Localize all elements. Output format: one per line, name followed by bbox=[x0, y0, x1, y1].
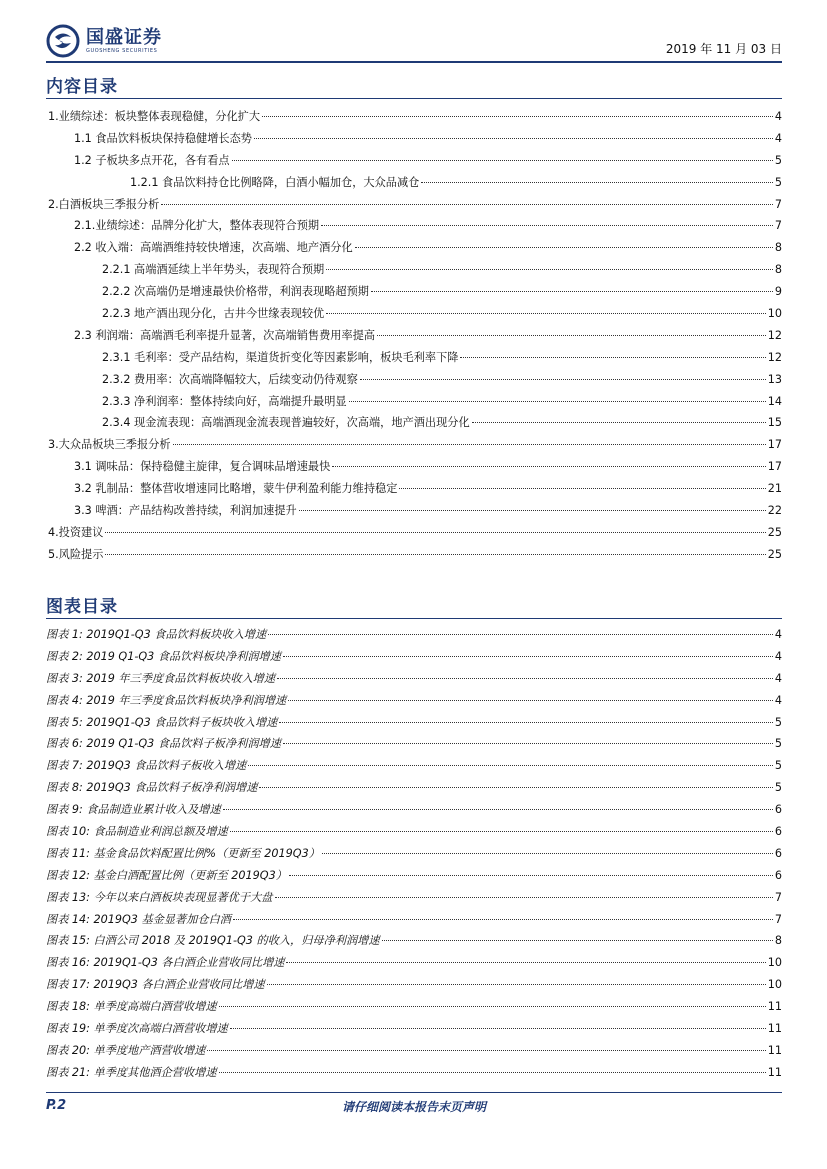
figure-entry-label: 图表 10: 食品制造业利润总额及增速 bbox=[46, 825, 228, 839]
figure-leader-dots bbox=[275, 897, 773, 898]
figure-entry-page: 10 bbox=[767, 956, 782, 970]
toc-leader-dots bbox=[232, 160, 773, 161]
toc-entry-page: 5 bbox=[774, 175, 782, 189]
toc-entry[interactable] bbox=[46, 502, 782, 524]
toc-entry[interactable] bbox=[46, 196, 782, 218]
toc-leader-dots bbox=[460, 357, 765, 358]
figure-entry-page: 4 bbox=[774, 649, 782, 663]
figure-leader-dots bbox=[283, 743, 773, 744]
figure-leader-dots bbox=[219, 1006, 766, 1007]
figure-entry[interactable] bbox=[46, 1064, 782, 1086]
figure-entry-page: 8 bbox=[774, 934, 782, 948]
figure-entry[interactable] bbox=[46, 845, 782, 867]
toc-entry[interactable] bbox=[46, 371, 782, 393]
figure-entry[interactable] bbox=[46, 648, 782, 670]
figure-entry[interactable] bbox=[46, 670, 782, 692]
figure-entry-page: 5 bbox=[774, 759, 782, 773]
figure-entry-label: 图表 18: 单季度高端白酒营收增速 bbox=[46, 1000, 217, 1014]
toc-leader-dots bbox=[254, 138, 773, 139]
figure-leader-dots bbox=[288, 700, 773, 701]
toc-entry-page: 12 bbox=[767, 350, 782, 364]
toc-leader-dots bbox=[360, 379, 766, 380]
toc-entry-page: 12 bbox=[767, 328, 782, 342]
toc-entry-label: 2.3 利润端：高端酒毛利率提升显著，次高端销售费用率提高 bbox=[74, 328, 376, 342]
toc-entry-label: 3.2 乳制品：整体营收增速同比略增，蒙牛伊利盈利能力维持稳定 bbox=[74, 482, 398, 496]
figure-entry-label: 图表 7: 2019Q3 食品饮料子板收入增速 bbox=[46, 759, 247, 773]
figure-entry[interactable] bbox=[46, 714, 782, 736]
figure-entry-label: 图表 20: 单季度地产酒营收增速 bbox=[46, 1043, 206, 1057]
figure-entry-label: 图表 6: 2019 Q1-Q3 食品饮料子板净利润增速 bbox=[46, 737, 281, 751]
footer-divider bbox=[46, 1092, 782, 1093]
figure-entry-label: 图表 4: 2019 年三季度食品饮料板块净利润增速 bbox=[46, 693, 287, 707]
toc-leader-dots bbox=[173, 444, 766, 445]
figure-entry-page: 6 bbox=[774, 868, 782, 882]
figure-entry[interactable] bbox=[46, 867, 782, 889]
toc-entry-label: 2.2.3 地产酒出现分化，古井今世缘表现较优 bbox=[102, 307, 325, 321]
figure-entry-label: 图表 14: 2019Q3 基金显著加仓白酒 bbox=[46, 912, 231, 926]
toc-entry-label: 5.风险提示 bbox=[48, 547, 104, 561]
figure-entry-page: 5 bbox=[774, 737, 782, 751]
toc-entry[interactable] bbox=[46, 152, 782, 174]
company-logo bbox=[46, 24, 162, 58]
toc-leader-dots bbox=[262, 116, 773, 117]
figure-entry[interactable] bbox=[46, 1020, 782, 1042]
footer-disclaimer: 请仔细阅读本报告末页声明 bbox=[341, 1100, 486, 1114]
figure-leader-dots bbox=[259, 787, 772, 788]
company-name: 国盛证券 bbox=[86, 26, 162, 48]
figure-entry[interactable] bbox=[46, 976, 782, 998]
figure-leader-dots bbox=[223, 809, 773, 810]
figure-entry-page: 4 bbox=[774, 671, 782, 685]
figure-entry-label: 图表 19: 单季度次高端白酒营收增速 bbox=[46, 1022, 228, 1036]
toc-entry-page: 17 bbox=[767, 460, 782, 474]
toc-entry-page: 8 bbox=[774, 241, 782, 255]
figure-entry-label: 图表 12: 基金白酒配置比例（更新至 2019Q3） bbox=[46, 868, 287, 882]
toc-leader-dots bbox=[349, 401, 766, 402]
figure-leader-dots bbox=[279, 722, 773, 723]
figure-entry-page: 10 bbox=[767, 978, 782, 992]
figure-leader-dots bbox=[382, 940, 773, 941]
toc-entry[interactable] bbox=[46, 239, 782, 261]
figure-entry-label: 图表 13: 今年以来白酒板块表现显著优于大盘 bbox=[46, 890, 273, 904]
figure-leader-dots bbox=[283, 656, 773, 657]
toc-entry[interactable] bbox=[46, 524, 782, 546]
toc-leader-dots bbox=[472, 422, 766, 423]
company-sub: GUOSHENG SECURITIES bbox=[86, 47, 158, 54]
figure-entry[interactable] bbox=[46, 823, 782, 845]
toc-entry[interactable] bbox=[46, 283, 782, 305]
toc-entry-page: 21 bbox=[767, 482, 782, 496]
figure-entry[interactable] bbox=[46, 779, 782, 801]
toc-entry-label: 2.白酒板块三季报分析 bbox=[48, 197, 160, 211]
toc-leader-dots bbox=[105, 532, 765, 533]
figure-entry-label: 图表 17: 2019Q3 各白酒企业营收同比增速 bbox=[46, 978, 265, 992]
toc-entry-page: 14 bbox=[767, 394, 782, 408]
toc-entry[interactable] bbox=[46, 130, 782, 152]
toc-entry-page: 10 bbox=[767, 307, 782, 321]
figure-list bbox=[46, 626, 782, 1086]
figure-entry-label: 图表 15: 白酒公司 2018 及 2019Q1-Q3 的收入，归母净利润增速 bbox=[46, 934, 380, 948]
figure-entry-label: 图表 9: 食品制造业累计收入及增速 bbox=[46, 803, 221, 817]
figure-entry[interactable] bbox=[46, 998, 782, 1020]
figure-leader-dots bbox=[277, 678, 773, 679]
figure-entry-label: 图表 16: 2019Q1-Q3 各白酒企业营收同比增速 bbox=[46, 956, 285, 970]
toc-entry-page: 4 bbox=[774, 131, 782, 145]
figure-entry-page: 6 bbox=[774, 803, 782, 817]
report-date: 2019 年 11 月 03 日 bbox=[665, 42, 782, 56]
toc-entry[interactable] bbox=[46, 174, 782, 196]
toc-entry-label: 3.3 啤酒：产品结构改善持续，利润加速提升 bbox=[74, 504, 297, 518]
toc-entry-label: 2.2.2 次高端仍是增速最快价格带，利润表现略超预期 bbox=[102, 285, 369, 299]
figure-leader-dots bbox=[322, 853, 773, 854]
figure-entry-page: 5 bbox=[774, 781, 782, 795]
figure-entry[interactable] bbox=[46, 911, 782, 933]
figure-entry[interactable] bbox=[46, 692, 782, 714]
header-divider bbox=[46, 61, 782, 63]
toc-entry-label: 2.2.1 高端酒延续上半年势头，表现符合预期 bbox=[102, 263, 325, 277]
toc-leader-dots bbox=[105, 554, 765, 555]
toc-leader-dots bbox=[326, 269, 773, 270]
toc-entry-label: 4.投资建议 bbox=[48, 525, 104, 539]
toc-entry[interactable] bbox=[46, 480, 782, 502]
figure-entry[interactable] bbox=[46, 735, 782, 757]
toc-leader-dots bbox=[399, 488, 765, 489]
figure-entry[interactable] bbox=[46, 932, 782, 954]
toc-entry-page: 8 bbox=[774, 263, 782, 277]
figure-leader-dots bbox=[219, 1072, 766, 1073]
figure-entry-label: 图表 8: 2019Q3 食品饮料子板净利润增速 bbox=[46, 781, 258, 795]
figure-entry[interactable] bbox=[46, 889, 782, 911]
toc-entry-label: 1.1 食品饮料板块保持稳健增长态势 bbox=[74, 131, 252, 145]
toc-entry-page: 25 bbox=[767, 547, 782, 561]
toc-entry[interactable] bbox=[46, 349, 782, 371]
toc-entry-label: 1.业绩综述：板块整体表现稳健，分化扩大 bbox=[48, 110, 261, 123]
toc-entry-page: 25 bbox=[767, 525, 782, 539]
figure-entry-page: 11 bbox=[767, 1043, 782, 1057]
figure-leader-dots bbox=[286, 962, 765, 963]
toc-leader-dots bbox=[299, 510, 766, 511]
figure-leader-dots bbox=[289, 875, 773, 876]
figure-entry[interactable] bbox=[46, 954, 782, 976]
toc-entry-label: 3.1 调味品：保持稳健主旋律，复合调味品增速最快 bbox=[74, 460, 331, 474]
toc-entry-label: 2.2 收入端：高端酒维持较快增速，次高端、地产酒分化 bbox=[74, 241, 353, 255]
toc-leader-dots bbox=[161, 204, 773, 205]
toc-entry[interactable] bbox=[46, 546, 782, 568]
figure-entry-label: 图表 21: 单季度其他酒企营收增速 bbox=[46, 1065, 217, 1079]
figure-entry-page: 6 bbox=[774, 825, 782, 839]
toc-entry-label: 2.3.4 现金流表现：高端酒现金流表现普遍较好，次高端，地产酒出现分化 bbox=[102, 416, 470, 430]
toc-entry-page: 13 bbox=[767, 372, 782, 386]
figure-entry-label: 图表 5: 2019Q1-Q3 食品饮料子板块收入增速 bbox=[46, 715, 278, 729]
toc-entry-label: 3.大众品板块三季报分析 bbox=[48, 438, 171, 452]
toc-entry-page: 17 bbox=[767, 438, 782, 452]
figure-entry[interactable] bbox=[46, 626, 782, 648]
figure-leader-dots bbox=[207, 1050, 765, 1051]
toc-entry-page: 4 bbox=[774, 110, 782, 123]
figure-leader-dots bbox=[230, 1028, 766, 1029]
figure-entry-page: 11 bbox=[767, 1022, 782, 1036]
toc-entry-page: 7 bbox=[774, 197, 782, 211]
figure-entry[interactable] bbox=[46, 1042, 782, 1064]
guosheng-logo-icon bbox=[46, 24, 80, 58]
toc-entry[interactable] bbox=[46, 458, 782, 480]
figure-leader-dots bbox=[268, 634, 773, 635]
figure-entry-label: 图表 11: 基金食品饮料配置比例%（更新至 2019Q3） bbox=[46, 846, 320, 860]
toc-leader-dots bbox=[377, 335, 766, 336]
figure-entry-label: 图表 1: 2019Q1-Q3 食品饮料板块收入增速 bbox=[46, 628, 267, 641]
figure-entry-page: 5 bbox=[774, 715, 782, 729]
toc-entry[interactable] bbox=[46, 261, 782, 283]
figures-title-divider bbox=[46, 618, 782, 619]
figure-entry-page: 4 bbox=[774, 693, 782, 707]
figure-entry-label: 图表 2: 2019 Q1-Q3 食品饮料板块净利润增速 bbox=[46, 649, 281, 663]
toc-entry[interactable] bbox=[46, 327, 782, 349]
toc-title: 内容目录 bbox=[46, 77, 118, 97]
figure-leader-dots bbox=[248, 765, 773, 766]
page-header bbox=[46, 22, 782, 62]
toc-entry-label: 1.2 子板块多点开花，各有看点 bbox=[74, 153, 230, 167]
page-number: P.2 bbox=[46, 1098, 67, 1113]
toc-entry-label: 2.3.3 净利润率：整体持续向好，高端提升最明显 bbox=[102, 394, 347, 408]
toc-leader-dots bbox=[332, 466, 765, 467]
toc-entry-label: 2.3.2 费用率：次高端降幅较大，后续变动仍待观察 bbox=[102, 372, 358, 386]
toc-entry-page: 5 bbox=[774, 153, 782, 167]
toc-leader-dots bbox=[355, 247, 773, 248]
toc-entry-page: 15 bbox=[767, 416, 782, 430]
toc-entry-page: 9 bbox=[774, 285, 782, 299]
figure-entry-page: 7 bbox=[774, 890, 782, 904]
figure-entry-page: 11 bbox=[767, 1000, 782, 1014]
toc-entry[interactable] bbox=[46, 305, 782, 327]
figure-entry-label: 图表 3: 2019 年三季度食品饮料板块收入增速 bbox=[46, 671, 276, 685]
toc-leader-dots bbox=[371, 291, 773, 292]
figure-entry-page: 11 bbox=[767, 1065, 782, 1079]
figure-leader-dots bbox=[267, 984, 766, 985]
toc-leader-dots bbox=[326, 313, 766, 314]
toc-entry-page: 22 bbox=[767, 504, 782, 518]
figure-entry[interactable] bbox=[46, 757, 782, 779]
table-of-contents bbox=[46, 108, 782, 568]
toc-leader-dots bbox=[421, 182, 773, 183]
toc-entry-label: 2.1.业绩综述：品牌分化扩大，整体表现符合预期 bbox=[74, 219, 320, 233]
figure-leader-dots bbox=[233, 919, 773, 920]
page-footer bbox=[46, 1096, 782, 1120]
toc-entry-page: 7 bbox=[774, 219, 782, 233]
toc-entry[interactable] bbox=[46, 414, 782, 436]
figure-entry-page: 4 bbox=[774, 628, 782, 641]
figure-leader-dots bbox=[230, 831, 773, 832]
toc-entry[interactable] bbox=[46, 217, 782, 239]
toc-entry[interactable] bbox=[46, 108, 782, 130]
toc-leader-dots bbox=[321, 225, 773, 226]
figures-title: 图表目录 bbox=[46, 597, 118, 617]
toc-entry-label: 1.2.1 食品饮料持仓比例略降，白酒小幅加仓，大众品减仓 bbox=[130, 175, 420, 189]
figure-entry[interactable] bbox=[46, 801, 782, 823]
figure-entry-page: 6 bbox=[774, 846, 782, 860]
toc-entry[interactable] bbox=[46, 393, 782, 415]
toc-entry[interactable] bbox=[46, 436, 782, 458]
figure-entry-page: 7 bbox=[774, 912, 782, 926]
toc-title-divider bbox=[46, 98, 782, 99]
toc-entry-label: 2.3.1 毛利率：受产品结构，渠道货折变化等因素影响，板块毛利率下降 bbox=[102, 350, 459, 364]
